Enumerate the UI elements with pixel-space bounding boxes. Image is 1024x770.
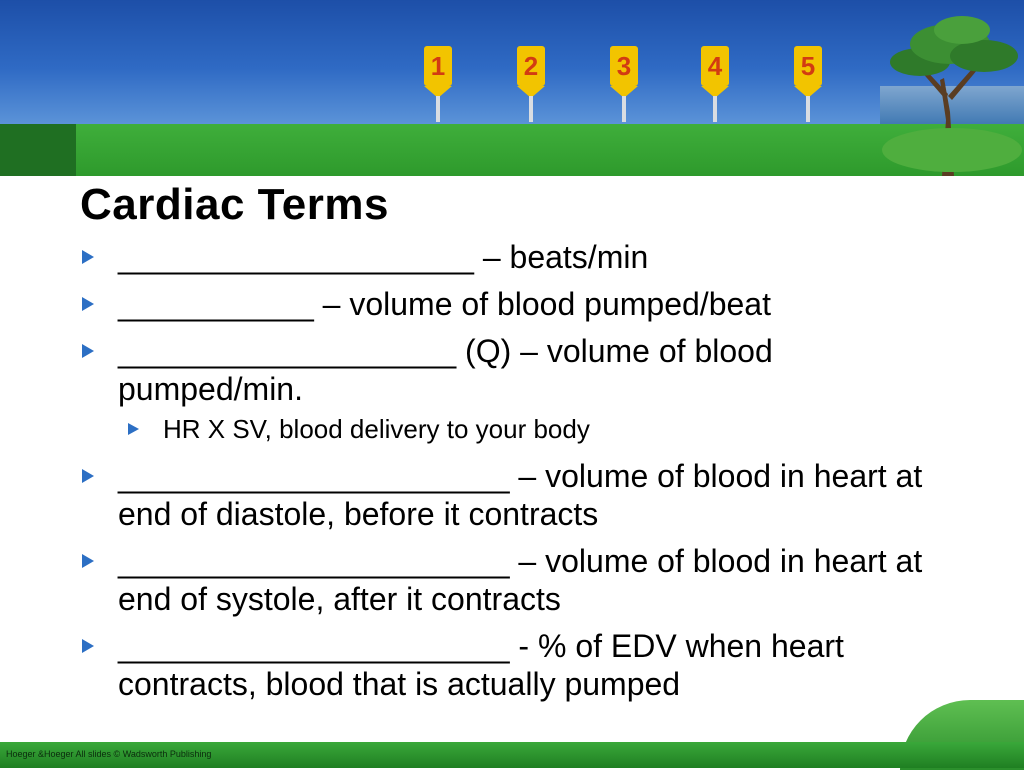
- grass-corner: [0, 124, 76, 176]
- sign-post-1: [424, 46, 452, 124]
- sign-post-2: [517, 46, 545, 124]
- bullet-text: ______________________ – volume of blood in heart at end of diastole, before it contracts: [118, 458, 923, 532]
- bullet-list: [80, 238, 960, 712]
- bullet-text: ___________________ (Q) – volume of blood pumped/min.: [118, 333, 773, 407]
- bullet-item: [80, 238, 960, 276]
- sign-post-3: [610, 46, 638, 124]
- bullet-text: ______________________ – volume of blood in heart at end of systole, after it contracts: [118, 543, 923, 617]
- grass-strip: [0, 124, 1024, 176]
- bullet-item: [80, 285, 960, 323]
- bullet-arrow-icon: [82, 469, 94, 483]
- sign-number: 1: [424, 46, 452, 86]
- bullet-item: [80, 332, 960, 408]
- bullet-arrow-icon: [82, 297, 94, 311]
- bullet-text: ___________ – volume of blood pumped/beat: [118, 286, 771, 322]
- bullet-text: HR X SV, blood delivery to your body: [163, 414, 590, 444]
- bullet-arrow-icon: [128, 423, 139, 435]
- header-banner: [0, 0, 1024, 176]
- sign-number: 5: [794, 46, 822, 86]
- sign-number: 3: [610, 46, 638, 86]
- sign-post-5: [794, 46, 822, 124]
- bullet-item: [80, 457, 960, 533]
- bullet-item: [80, 542, 960, 618]
- sign-number: 2: [517, 46, 545, 86]
- footer-credit: Hoeger &Hoeger All slides © Wadsworth Publishing: [6, 749, 212, 759]
- bullet-text: ______________________ - % of EDV when heart contracts, blood that is actually pumped: [118, 628, 844, 702]
- sign-post-4: [701, 46, 729, 124]
- tree-illustration: [880, 0, 1024, 176]
- bullet-text: ____________________ – beats/min: [118, 239, 649, 275]
- bullet-arrow-icon: [82, 250, 94, 264]
- sky-background: [0, 0, 1024, 124]
- bullet-arrow-icon: [82, 344, 94, 358]
- sign-number: 4: [701, 46, 729, 86]
- slide-title: Cardiac Terms: [80, 180, 389, 229]
- bullet-item: [80, 627, 960, 703]
- bullet-arrow-icon: [82, 639, 94, 653]
- sub-bullet-item: [80, 413, 960, 445]
- bullet-arrow-icon: [82, 554, 94, 568]
